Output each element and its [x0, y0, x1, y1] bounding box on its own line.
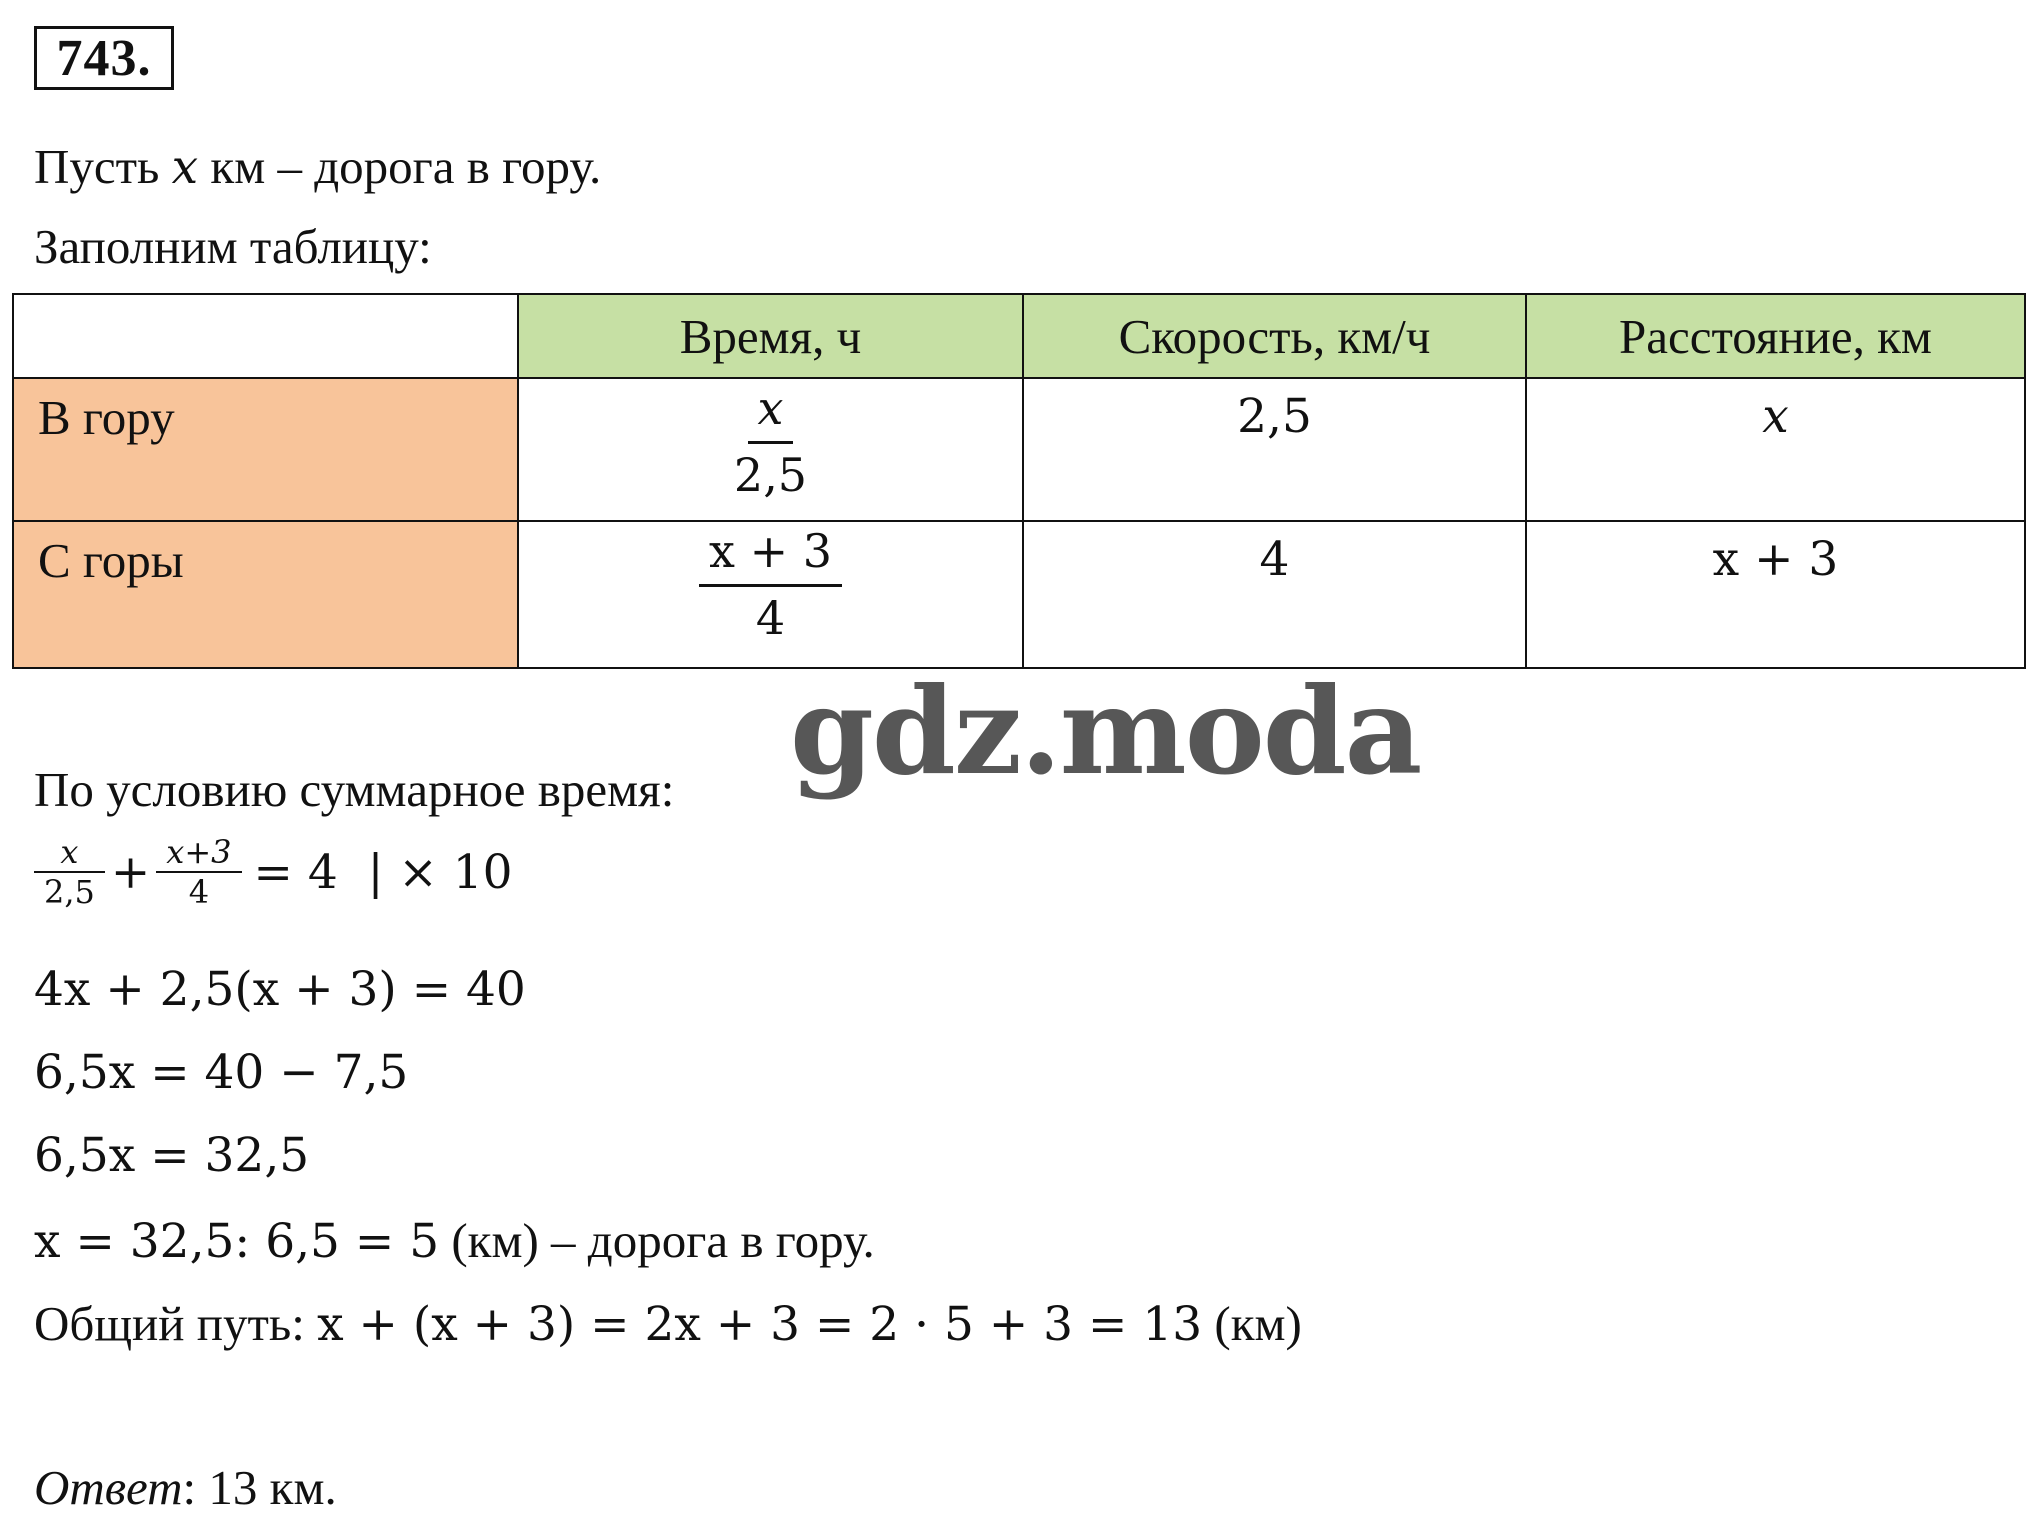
fraction-time-downhill: $\frac{x + 3}{4}$ [699, 524, 842, 645]
intro-variable: x [171, 140, 199, 195]
answer-label: Ответ [34, 1460, 183, 1515]
equation-4: 6,5x = 32,5 [34, 1128, 310, 1183]
equation-2: 4x + 2,5(x + 3) = 40 [34, 962, 526, 1017]
fraction-time-uphill: $\frac{x}{2,5}$ [733, 381, 808, 502]
equation-6-math: x + (x + 3) = 2x + 3 = 2 · 5 + 3 = 13 [317, 1297, 1203, 1352]
table-row-downhill [13, 521, 2025, 668]
intro-text-after: км – дорога в гору. [210, 139, 602, 194]
equation-1-fraction-1: $\frac{x}{2,5}$ [34, 836, 105, 908]
cell-distance-uphill: x [1526, 378, 2025, 521]
equation-6-text: Общий путь: [34, 1296, 305, 1351]
equation-5-math: x = 32,5: 6,5 = 5 [34, 1214, 440, 1269]
motion-table [12, 293, 2026, 669]
cell-distance-downhill: x + 3 [1526, 521, 2025, 668]
intro-text-before: Пусть [34, 139, 160, 194]
equation-1-rest: = 4 | × 10 [253, 844, 513, 900]
cell-speed-downhill: 4 [1023, 521, 1526, 668]
equation-5 [34, 1213, 875, 1269]
equation-3: 6,5x = 40 − 7,5 [34, 1045, 409, 1100]
condition-text: По условию суммарное время: [34, 762, 675, 817]
watermark-logo: gdz.moda [790, 661, 1421, 802]
intro-line-2: Заполним таблицу: [34, 219, 432, 274]
row-label-downhill: С горы [13, 521, 518, 668]
answer [34, 1460, 337, 1515]
header-time: Время, ч [518, 294, 1023, 378]
answer-value: : 13 км. [182, 1460, 337, 1515]
header-speed: Скорость, км/ч [1023, 294, 1526, 378]
table-row-uphill [13, 378, 2025, 521]
equation-6 [34, 1296, 1302, 1352]
equation-5-text: (км) – дорога в гору. [451, 1213, 875, 1268]
problem-number: 743. [34, 26, 174, 90]
equation-1-fraction-2: $\frac{x+3}{4}$ [156, 836, 241, 908]
cell-time-uphill [518, 378, 1023, 521]
cell-time-downhill [518, 521, 1023, 668]
header-empty [13, 294, 518, 378]
cell-speed-uphill: 2,5 [1023, 378, 1526, 521]
header-distance: Расстояние, км [1526, 294, 2025, 378]
equation-6-unit: (км) [1214, 1296, 1302, 1351]
equation-1-plus: + [110, 844, 151, 900]
equation-1 [34, 833, 513, 911]
row-label-uphill: В гору [13, 378, 518, 521]
intro-line-1 [34, 139, 602, 195]
table-header-row [13, 294, 2025, 378]
